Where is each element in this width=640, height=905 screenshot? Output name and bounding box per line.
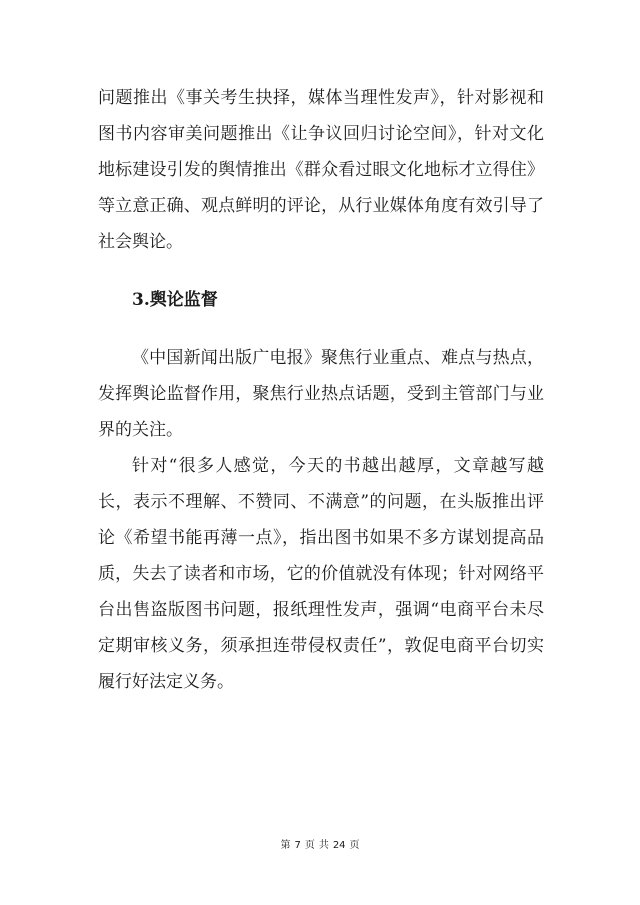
paragraph-continued: 问题推出《事关考生抉择，媒体当理性发声》，针对影视和图书内容审美问题推出《让争议回归讨论空间》，针对文化地标建设引发的舆情推出《群众看过眼文化地标才立得住》等立意正确、观点鲜明的评论，从行业媒体角度有效引导了社会舆论。 [98, 88, 544, 252]
page-footer [0, 839, 640, 853]
paragraph-media-supervision-intro: 《中国新闻出版广电报》聚焦行业重点、难点与热点，发挥舆论监督作用，聚焦行业热点话题，受到主管部门与业界的关注。 [98, 348, 544, 440]
page-number: 7 [294, 840, 301, 851]
section-heading: 3.舆论监督 [132, 290, 218, 310]
document-body [98, 80, 544, 700]
total-pages: 24 [332, 840, 346, 851]
footer-prefix: 第 [280, 840, 291, 851]
paragraph-media-supervision-detail: 针对“很多人感觉，今天的书越出越厚，文章越写越长，表示不理解、不赞同、不满意”的问题，在头版推出评论《希望书能再薄一点》，指出图书如果不多方谋划提高品质，失去了读者和市场，它的价值就没有体现；针对网络平台出售盗版图书问题，报纸理性发声，强调“电商平台未尽定期审核义务，须承担连带侵权责任”，敦促电商平台切实履行好法定义务。 [98, 456, 544, 692]
footer-total-unit: 页 [349, 840, 360, 851]
footer-page-unit: 页 [304, 840, 315, 851]
footer-total-prefix: 共 [318, 840, 329, 851]
